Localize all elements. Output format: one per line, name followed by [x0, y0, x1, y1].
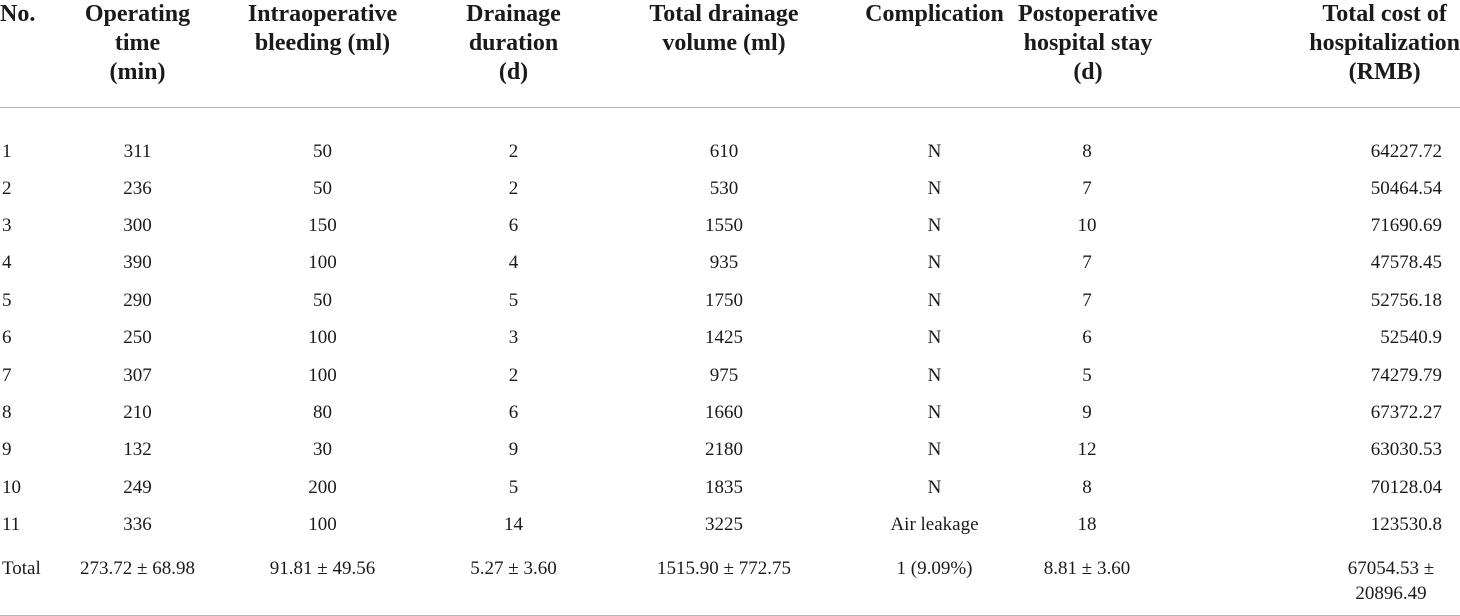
cell-complication: N: [927, 140, 942, 162]
cell-complication: N: [927, 364, 942, 386]
cell-operating-time: 236: [123, 177, 152, 199]
cell-drainage-volume: 1660: [705, 402, 743, 424]
table-row: [0, 507, 1460, 544]
cell-hospital-stay: 7: [1082, 289, 1092, 311]
table-row: [0, 245, 1460, 282]
table-header: [0, 0, 1460, 107]
header-row: [0, 0, 1460, 107]
cell-complication: Air leakage: [890, 514, 979, 536]
cell-no: 1: [2, 140, 12, 162]
cell-drainage-volume: 975: [709, 364, 739, 386]
table-row: [0, 282, 1460, 319]
cell-bleeding: 80: [313, 402, 332, 424]
cell-no: 2: [2, 177, 12, 199]
cell-cost: 67372.27: [1370, 402, 1442, 424]
header-total-cost: Total cost of hospitalization (RMB): [1158, 0, 1460, 107]
table-row: [0, 394, 1460, 431]
header-drainage-duration: Drainage duration (d): [432, 0, 595, 107]
header-complication: Complication: [853, 0, 1016, 107]
table-row: [0, 320, 1460, 357]
cell-bleeding: 100: [308, 327, 337, 349]
total-cost: 67054.53 ± 20896.49: [1158, 544, 1460, 616]
cell-operating-time: 290: [123, 289, 152, 311]
cell-bleeding: 50: [313, 177, 332, 199]
table-body: [0, 107, 1460, 616]
cell-drainage-volume: 935: [709, 252, 739, 274]
cell-hospital-stay: 7: [1082, 177, 1092, 199]
cell-drainage-volume: 1835: [705, 476, 743, 498]
total-operating-time: 273.72 ± 68.98: [62, 544, 213, 616]
cell-drainage-duration: 2: [508, 364, 519, 386]
cell-hospital-stay: 12: [1077, 439, 1097, 461]
cell-operating-time: 132: [123, 439, 152, 461]
cell-drainage-volume: 1550: [705, 215, 743, 237]
table-row: [0, 469, 1460, 506]
cell-operating-time: 249: [123, 476, 152, 498]
cell-hospital-stay: 18: [1077, 514, 1097, 536]
cell-hospital-stay: 9: [1082, 402, 1092, 424]
cell-operating-time: 311: [123, 140, 152, 162]
table-row: [0, 207, 1460, 244]
cell-drainage-duration: 14: [504, 514, 523, 536]
total-label: Total: [0, 544, 62, 616]
cell-operating-time: 210: [123, 402, 152, 424]
cell-operating-time: 300: [123, 215, 152, 237]
header-intraoperative-bleeding: Intraoperative bleeding (ml): [213, 0, 432, 107]
cell-drainage-volume: 1750: [705, 289, 743, 311]
cell-cost: 71690.69: [1370, 215, 1442, 237]
cell-no: 6: [2, 327, 12, 349]
cell-cost: 63030.53: [1370, 439, 1442, 461]
total-bleeding: 91.81 ± 49.56: [213, 544, 432, 616]
header-operating-time: Operating time (min): [62, 0, 213, 107]
cell-cost: 47578.45: [1370, 252, 1442, 274]
cell-complication: N: [927, 476, 942, 498]
cell-cost: 52540.9: [1380, 327, 1442, 349]
header-postoperative-hospital-stay: Postoperative hospital stay (d): [1016, 0, 1158, 107]
cell-operating-time: 250: [123, 327, 152, 349]
cell-cost: 50464.54: [1370, 177, 1442, 199]
cell-drainage-volume: 1425: [705, 327, 743, 349]
cell-no: 4: [2, 252, 12, 274]
cell-no: 3: [2, 215, 12, 237]
cell-complication: N: [927, 177, 942, 199]
cell-bleeding: 100: [308, 252, 337, 274]
table-row: [0, 170, 1460, 207]
cell-complication: N: [927, 402, 942, 424]
cell-cost: 52756.18: [1370, 289, 1442, 311]
cell-drainage-volume: 530: [709, 177, 739, 199]
cell-hospital-stay: 5: [1082, 364, 1092, 386]
table-row: [0, 357, 1460, 394]
cell-hospital-stay: 7: [1082, 252, 1092, 274]
cell-operating-time: 307: [123, 364, 152, 386]
cell-drainage-duration: 5: [508, 289, 519, 311]
cell-no: 8: [2, 402, 12, 424]
cell-no: 9: [2, 439, 12, 461]
header-no: No.: [0, 0, 62, 107]
cell-no: 11: [2, 514, 21, 536]
cell-hospital-stay: 8: [1082, 140, 1092, 162]
cell-no: 10: [2, 476, 21, 498]
cell-operating-time: 390: [123, 252, 152, 274]
cell-hospital-stay: 6: [1082, 327, 1092, 349]
cell-cost: 123530.8: [1370, 514, 1442, 536]
cell-drainage-volume: 2180: [705, 439, 743, 461]
cell-hospital-stay: 10: [1077, 215, 1097, 237]
cell-no: 5: [2, 289, 12, 311]
cell-cost: 70128.04: [1370, 476, 1442, 498]
cell-complication: N: [927, 215, 942, 237]
cell-bleeding: 100: [308, 514, 337, 536]
cell-no: 7: [2, 364, 12, 386]
cell-bleeding: 150: [308, 215, 337, 237]
total-complication: 1 (9.09%): [853, 544, 1016, 616]
table-row: [0, 107, 1460, 170]
cell-drainage-volume: 3225: [705, 514, 743, 536]
cell-bleeding: 50: [313, 140, 332, 162]
cell-cost: 64227.72: [1370, 140, 1442, 162]
cell-drainage-duration: 4: [508, 252, 519, 274]
total-drainage-duration: 5.27 ± 3.60: [432, 544, 595, 616]
cell-drainage-duration: 6: [508, 215, 519, 237]
cell-drainage-duration: 2: [508, 140, 519, 162]
cell-cost: 74279.79: [1370, 364, 1442, 386]
cell-complication: N: [927, 252, 942, 274]
table-row: [0, 432, 1460, 469]
cell-drainage-duration: 6: [508, 402, 519, 424]
cell-drainage-duration: 3: [508, 327, 519, 349]
cell-drainage-duration: 9: [508, 439, 519, 461]
total-row: [0, 544, 1460, 616]
cell-complication: N: [927, 289, 942, 311]
cell-hospital-stay: 8: [1082, 476, 1092, 498]
header-total-drainage-volume: Total drainage volume (ml): [595, 0, 853, 107]
total-drainage-volume: 1515.90 ± 772.75: [595, 544, 853, 616]
cell-bleeding: 50: [313, 289, 332, 311]
cell-complication: N: [927, 327, 942, 349]
cell-bleeding: 200: [308, 476, 337, 498]
cell-operating-time: 336: [123, 514, 152, 536]
cell-drainage-duration: 5: [508, 476, 519, 498]
cell-drainage-volume: 610: [709, 140, 739, 162]
cell-complication: N: [927, 439, 942, 461]
cell-bleeding: 100: [308, 364, 337, 386]
cell-drainage-duration: 2: [508, 177, 519, 199]
total-hospital-stay: 8.81 ± 3.60: [1016, 544, 1158, 616]
cell-bleeding: 30: [313, 439, 332, 461]
